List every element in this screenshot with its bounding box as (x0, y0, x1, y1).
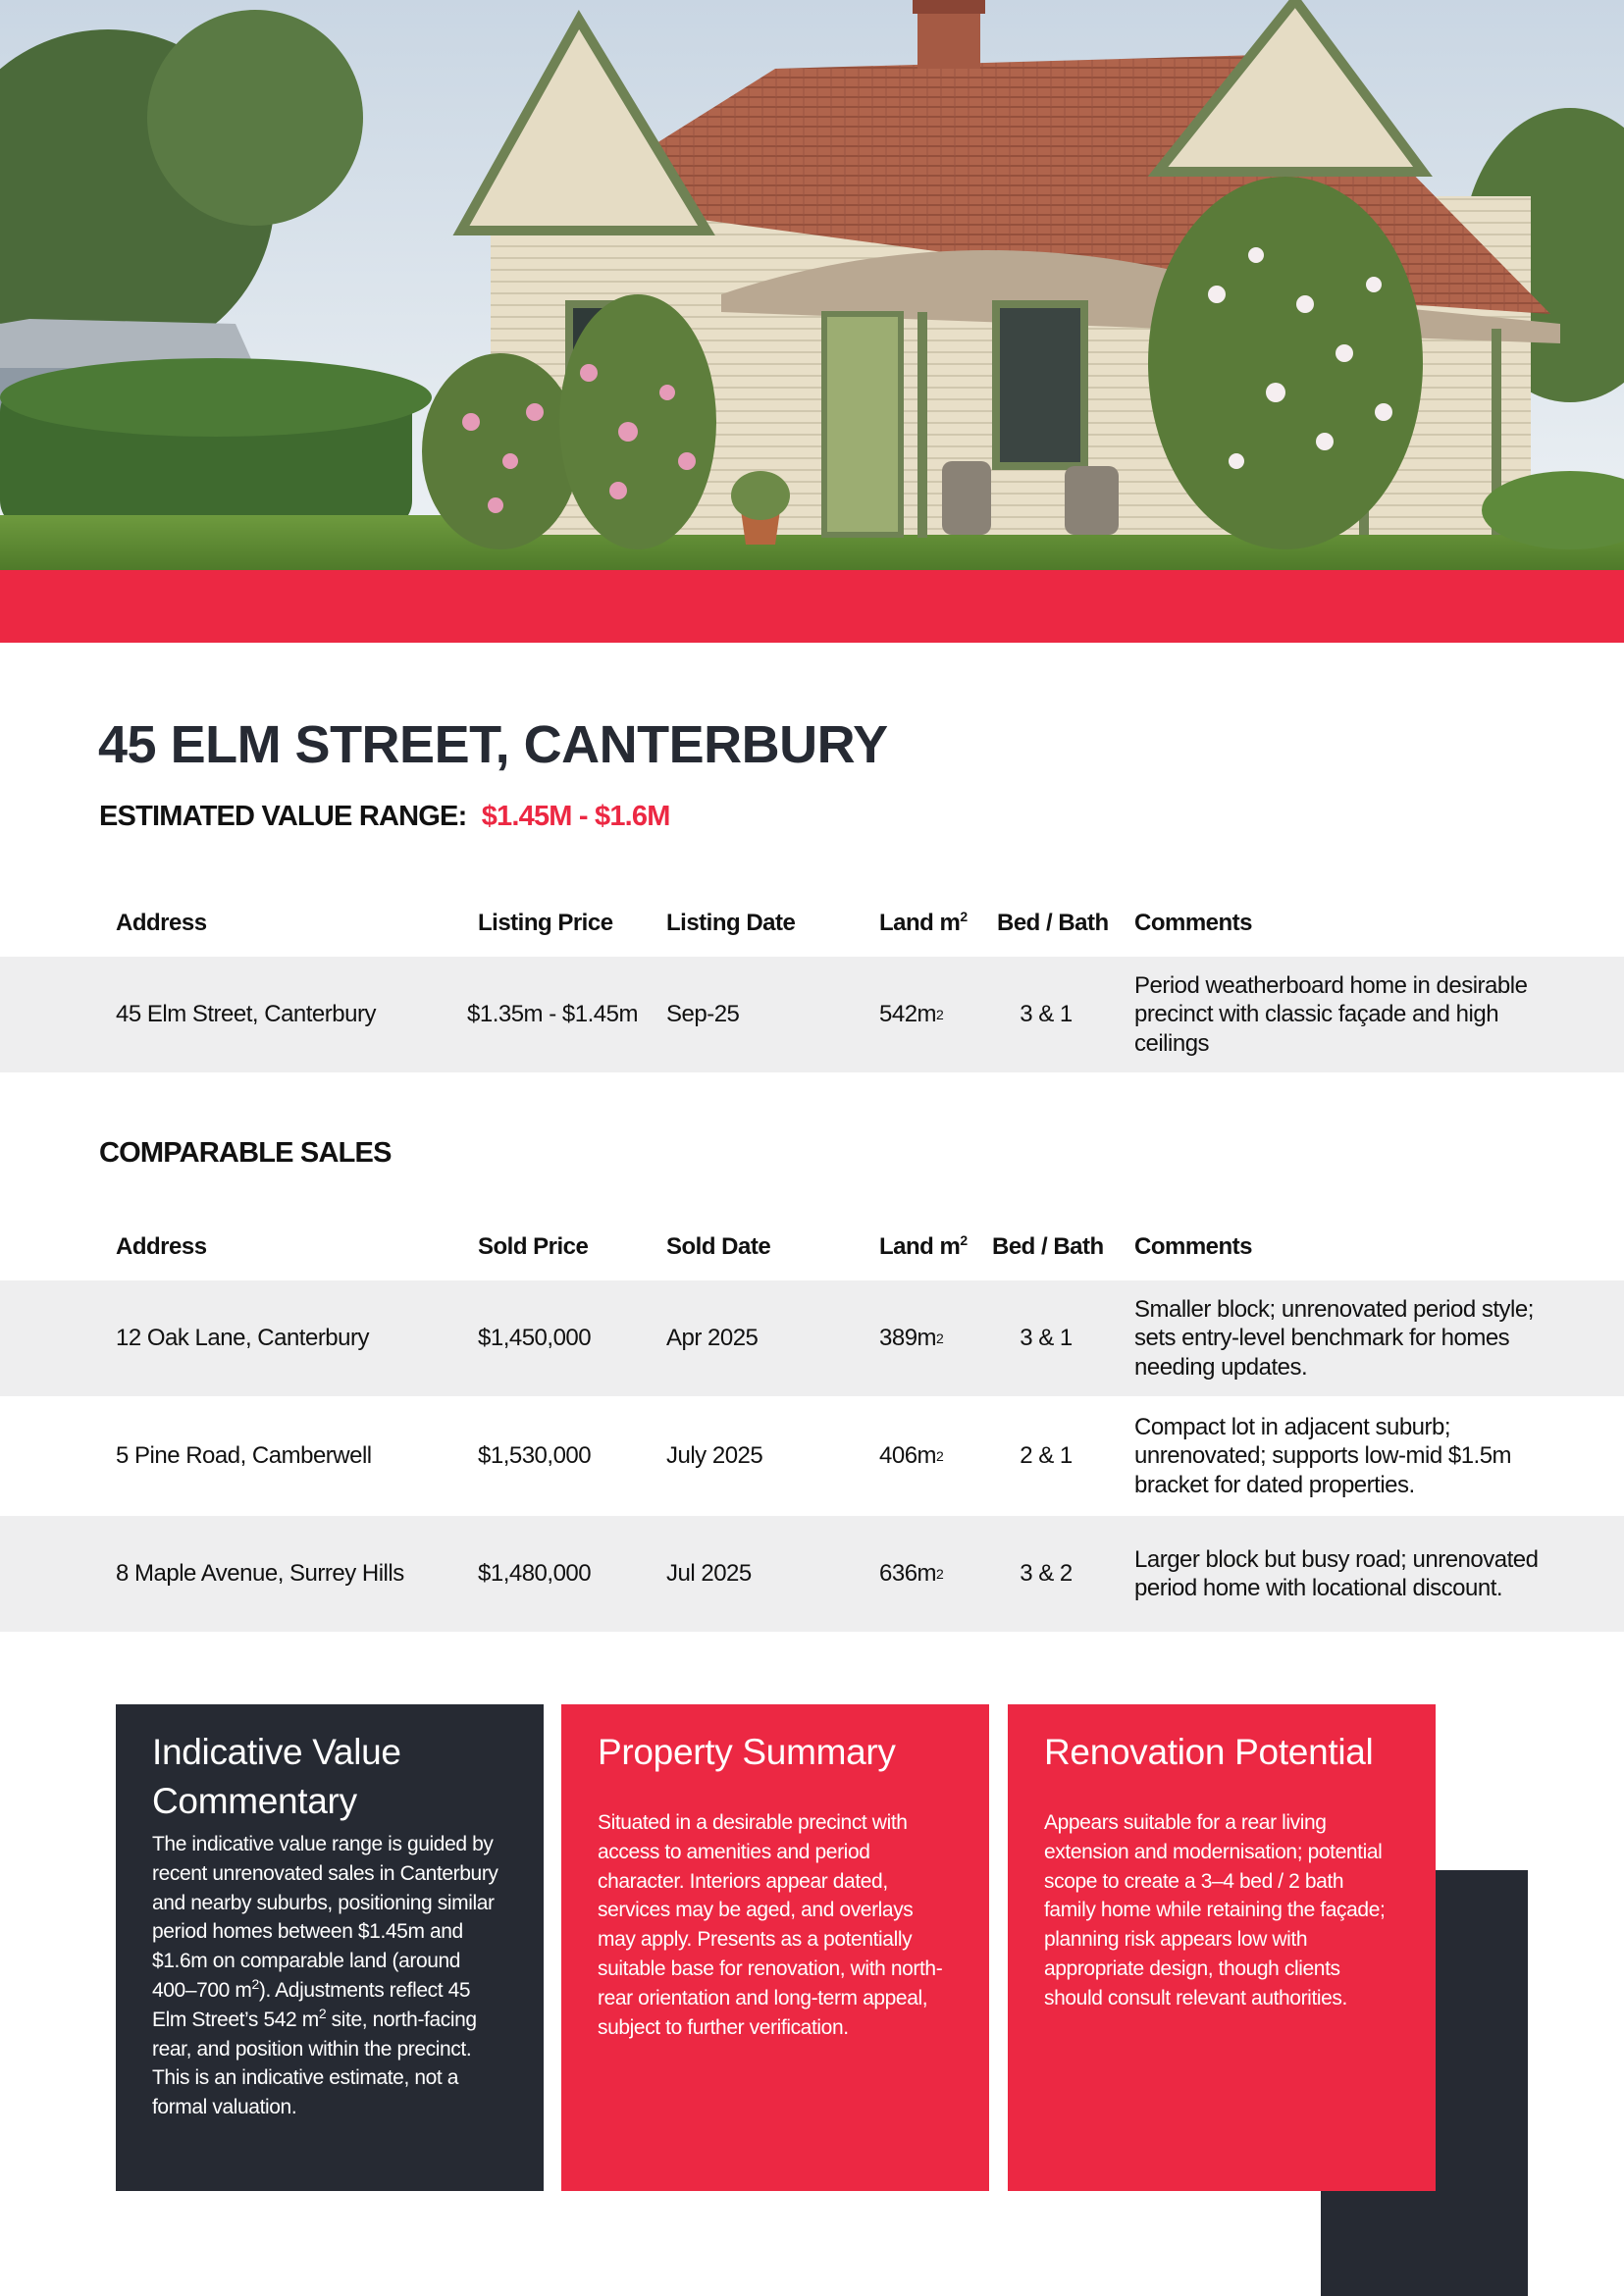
comparable-sales-table (0, 1212, 1624, 1632)
row-land: 636m 2 (879, 1560, 944, 1587)
row-date: Sep-25 (666, 1001, 740, 1027)
row-address: 45 Elm Street, Canterbury (116, 1001, 376, 1027)
estimated-value-range (99, 801, 670, 833)
hero-house-photo (0, 0, 1624, 570)
col-bed-bath: Bed / Bath (997, 910, 1109, 936)
comparable-sales-heading: COMPARABLE SALES (99, 1137, 392, 1169)
card-title: Renovation Potential (1044, 1732, 1374, 1772)
row-bed-bath: 3 & 1 (1020, 1001, 1073, 1027)
row-address: 12 Oak Lane, Canterbury (116, 1325, 369, 1351)
col-listing-date: Listing Date (666, 910, 796, 936)
listing-table-header (0, 888, 1624, 957)
row-date: Apr 2025 (666, 1325, 759, 1351)
comparable-table-header (0, 1212, 1624, 1280)
row-date: July 2025 (666, 1442, 763, 1469)
row-date: Jul 2025 (666, 1560, 752, 1587)
col-comments: Comments (1134, 1233, 1253, 1260)
col-sold-price: Sold Price (478, 1233, 589, 1260)
col-bed-bath: Bed / Bath (992, 1233, 1104, 1260)
value-range-label: ESTIMATED VALUE RANGE: (99, 801, 467, 832)
col-land: Land $m^2$ (879, 1232, 968, 1260)
card-body: The indicative value range is guided by recent unrenovated sales in Canterbury and nearby suburbs, positioning similar period homes between $1.45m and $1.6m on comparable land (around 400–700 $m^2$). Adjustments reflect 45 Elm Street’s 542 $m^2$ site, north-facing rear, and position within the precinct. This is an indicative estimate, not a formal valuation. (152, 1833, 498, 2119)
row-bed-bath: 3 & 1 (1020, 1325, 1073, 1351)
row-address: 8 Maple Avenue, Surrey Hills (116, 1560, 404, 1587)
col-listing-price: Listing Price (478, 910, 613, 936)
indicative-value-card (116, 1704, 544, 2191)
col-address: Address (116, 910, 207, 936)
row-price: $1,450,000 (478, 1325, 592, 1351)
row-comment: Larger block but busy road; unrenovated period home with locational discount. (1134, 1545, 1539, 1601)
row-price: $1.35m - $1.45m (467, 1001, 638, 1027)
card-body: Appears suitable for a rear living extension and modernisation; potential scope to create a 3–4 bed / 2 bath family home while retaining the façade; planning risk appears low with appropriate design, though clients should consult relevant authorities. (1044, 1811, 1386, 2009)
row-land: 389m 2 (879, 1325, 944, 1351)
table-row (0, 1398, 1624, 1514)
row-land: 542m 2 (879, 1001, 944, 1027)
row-comment: Smaller block; unrenovated period style; sets entry-level benchmark for homes needing updates. (1134, 1295, 1534, 1381)
row-bed-bath: 3 & 2 (1020, 1560, 1073, 1587)
row-price: $1,480,000 (478, 1560, 592, 1587)
page-title: 45 ELM STREET, CANTERBURY (98, 715, 888, 774)
row-comment: Period weatherboard home in desirable precinct with classic façade and high ceilings (1134, 971, 1528, 1057)
card-body: Situated in a desirable precinct with access to amenities and period character. Interiors appear dated, services may be aged, and overlays may apply. Presents as a potentially suitable base for renovation, with north-rear orientation and long-term appeal, subject to further verification. (598, 1811, 943, 2039)
col-sold-date: Sold Date (666, 1233, 771, 1260)
listing-table (0, 888, 1624, 1072)
row-comment: Compact lot in adjacent suburb; unrenovated; supports low-mid $1.5m bracket for dated properties. (1134, 1413, 1512, 1498)
row-price: $1,530,000 (478, 1442, 592, 1469)
col-comments: Comments (1134, 910, 1253, 936)
renovation-potential-card (1008, 1704, 1436, 2191)
card-title: Property Summary (598, 1732, 896, 1772)
row-address: 5 Pine Road, Camberwell (116, 1442, 372, 1469)
col-land: Land $m^2$ (879, 909, 968, 936)
accent-band (0, 570, 1624, 643)
card-title: Indicative Value Commentary (152, 1732, 401, 1821)
property-summary-card (561, 1704, 989, 2191)
row-land: 406m 2 (879, 1442, 944, 1469)
col-address: Address (116, 1233, 207, 1260)
value-range-amount: $1.45M - $1.6M (481, 801, 670, 832)
table-row (0, 957, 1624, 1072)
table-row (0, 1516, 1624, 1632)
row-bed-bath: 2 & 1 (1020, 1442, 1073, 1469)
table-row (0, 1280, 1624, 1396)
